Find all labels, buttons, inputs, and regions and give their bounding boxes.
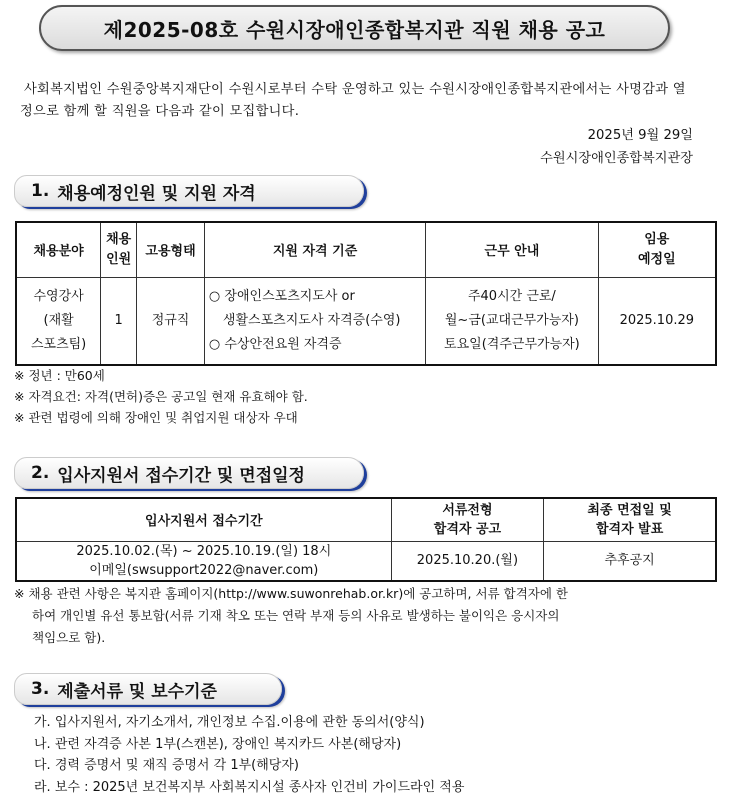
page-title: 제2025-08호 수원시장애인종합복지관 직원 채용 공고 — [39, 5, 670, 51]
cell-period — [16, 541, 391, 581]
schedule-table — [15, 497, 717, 582]
section-number: 1. — [31, 181, 50, 201]
cell-start-date: 2025.10.29 — [598, 277, 716, 365]
section-number: 2. — [31, 463, 50, 483]
note-line: 하여 개인별 유선 통보함(서류 기재 착오 또는 연락 부재 등의 사유로 발생하는 불이익은 응시자의 — [32, 608, 560, 623]
section-number: 3. — [31, 679, 50, 699]
header-start-date: 임용 예정일 — [598, 222, 716, 277]
documents-list — [34, 712, 464, 798]
note-line: ※ 채용 관련 사항은 복지관 홈페이지(http://www.suwonrehab.or.kr)에 공고하며, 서류 합격자에 한 — [14, 586, 568, 601]
section-2-heading — [14, 457, 364, 489]
header-final: 최종 면접일 및 합격자 발표 — [544, 498, 716, 541]
header-doc-result: 서류전형 합격자 공고 — [391, 498, 544, 541]
header-count: 채용 인원 — [101, 222, 137, 277]
work-line: 월~금(교대근무가능자) — [444, 312, 579, 328]
list-item: 다. 경력 증명서 및 재직 증명서 각 1부(해당자) — [34, 758, 299, 773]
note-retirement: ※ 정년 : 만60세 — [14, 368, 105, 383]
recruitment-table — [15, 221, 717, 366]
cell-field: 수영강사 (재활 스포츠팀) — [16, 277, 101, 365]
section-1-notes — [14, 365, 308, 428]
announcement-date: 2025년 9월 29일 — [587, 128, 693, 143]
header-type: 고용형태 — [137, 222, 205, 277]
period-email: 이메일(swsupport2022@naver.com) — [89, 562, 319, 578]
note-requirement: ※ 자격요건: 자격(면허)증은 공고일 현재 유효해야 함. — [14, 389, 308, 404]
cell-work — [426, 277, 598, 365]
header-period: 입사지원서 접수기간 — [16, 498, 391, 541]
section-3-heading — [14, 673, 282, 705]
cell-final: 추후공지 — [544, 541, 716, 581]
table-header-row — [16, 222, 716, 277]
header-field: 채용분야 — [16, 222, 101, 277]
list-item: 라. 보수 : 2025년 보건복지부 사회복지시설 종사자 인건비 가이드라인 적용 — [34, 779, 465, 795]
section-title: 제출서류 및 보수기준 — [57, 681, 217, 702]
table-row — [16, 541, 716, 581]
list-item: 가. 입사지원서, 자기소개서, 개인정보 수집.이용에 관한 동의서(양식) — [34, 715, 425, 730]
table-row — [16, 277, 716, 365]
note-preference: ※ 관련 법령에 의해 장애인 및 취업지원 대상자 우대 — [14, 410, 298, 425]
cell-qualification — [204, 277, 425, 365]
work-line: 주40시간 근로/ — [467, 288, 556, 304]
qualification-line: ○ 수상안전요원 자격증 — [208, 336, 342, 352]
header-qualification: 지원 자격 기준 — [204, 222, 425, 277]
section-title: 입사지원서 접수기간 및 면접일정 — [57, 465, 305, 486]
intro-paragraph: 사회복지법인 수원중앙복지재단이 수원시로부터 수탁 운영하고 있는 수원시장애인종합복지관에서는 사명감과 열정으로 함께 할 직원을 다음과 같이 모집합니다. — [20, 82, 686, 119]
table-header-row — [16, 498, 716, 541]
header-work: 근무 안내 — [426, 222, 598, 277]
qualification-line: ○ 장애인스포츠지도사 or — [208, 288, 355, 304]
cell-doc-result: 2025.10.20.(월) — [391, 541, 544, 581]
cell-type: 정규직 — [137, 277, 205, 365]
section-1-heading — [14, 175, 364, 207]
qualification-line: 생활스포츠지도사 자격증(수영) — [222, 312, 401, 328]
period-line: 2025.10.02.(목) ~ 2025.10.19.(일) 18시 — [76, 543, 332, 559]
signer: 수원시장애인종합복지관장 — [540, 151, 693, 166]
cell-count: 1 — [101, 277, 137, 365]
section-title: 채용예정인원 및 지원 자격 — [57, 183, 256, 204]
work-line: 토요일(격주근무가능자) — [444, 336, 580, 352]
note-line: 책임으로 함). — [32, 630, 106, 645]
section-2-notes — [14, 583, 704, 649]
list-item: 나. 관련 자격증 사본 1부(스캔본), 장애인 복지카드 사본(해당자) — [34, 736, 402, 752]
